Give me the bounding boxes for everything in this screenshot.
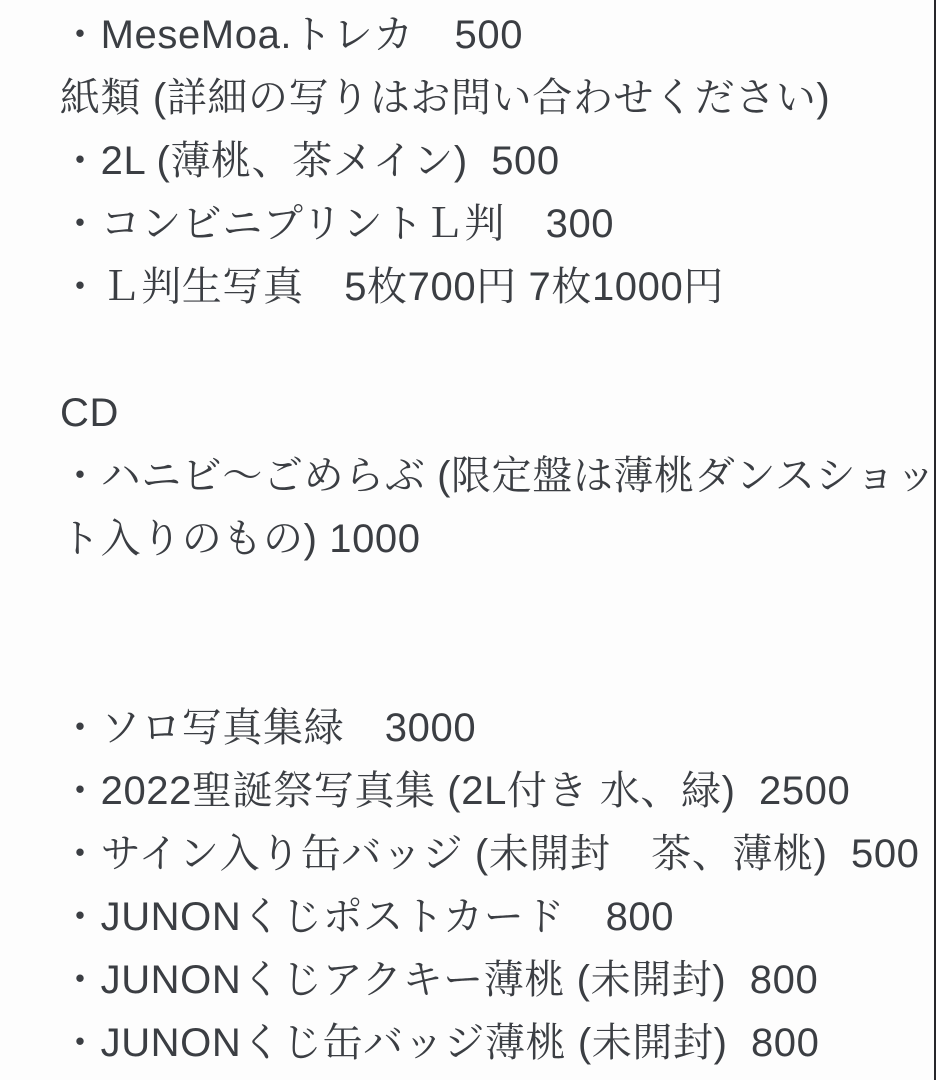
text-line: ト入りのもの) 1000: [60, 517, 421, 561]
text-line: ・2L (薄桃、茶メイン) 500: [60, 139, 560, 183]
text-line: 紙類 (詳細の写りはお問い合わせください): [60, 76, 831, 120]
text-line: CD: [60, 391, 119, 435]
text-line: ・MeseMoa.トレカ 500: [60, 13, 524, 57]
text-line: [60, 319, 934, 382]
text-line: ・ソロ写真集緑 3000: [60, 706, 477, 750]
text-line: ・JUNONくじアクキー薄桃 (未開封) 800: [60, 958, 819, 1002]
text-line: ・ハニビ〜ごめらぶ (限定盤は薄桃ダンスショッ: [60, 454, 937, 498]
text-line: [60, 571, 934, 634]
text-line: ・JUNONくじ缶バッジ薄桃 (未開封) 800: [60, 1021, 820, 1065]
text-line: [60, 634, 934, 697]
text-line: ・サイン入り缶バッジ (未開封 茶、薄桃) 500: [60, 832, 920, 876]
text-line: ・Ｌ判生写真 5枚700円 7枚1000円: [60, 265, 724, 309]
text-line: ・JUNONくじポストカード 800: [60, 895, 675, 939]
text-line: ・コンビニプリントＬ判 300: [60, 202, 615, 246]
text-line: ・2022聖誕祭写真集 (2L付き 水、緑) 2500: [60, 769, 851, 813]
description-list: [60, 4, 937, 1075]
